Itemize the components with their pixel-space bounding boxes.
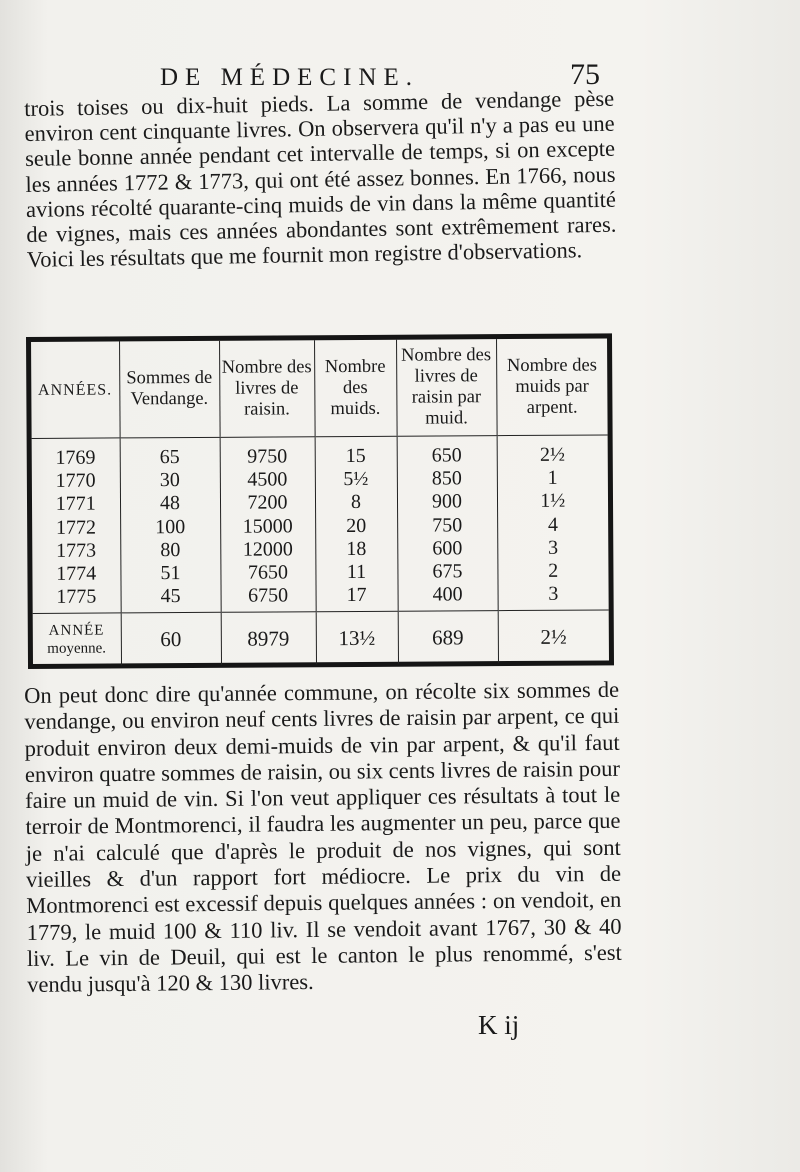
cell-muids-par-arpent: 3 [547, 536, 559, 559]
cell-muids-par-arpent: 2 [548, 559, 559, 582]
cell-muids: 15 [345, 444, 366, 468]
page-number: 75 [570, 58, 600, 91]
column-livres [220, 437, 316, 613]
cell-muids-par-arpent: 4 [547, 513, 558, 536]
average-sommes: 60 [121, 612, 221, 665]
column-sommes [120, 437, 221, 613]
cell-sommes: 65 [159, 446, 180, 469]
average-muids: 13½ [316, 611, 398, 664]
cell-muids-par-arpent: 1½ [540, 490, 566, 513]
cell-sommes: 100 [155, 515, 186, 538]
table-header-row [31, 338, 608, 438]
cell-livres: 9750 [247, 445, 288, 468]
cell-muids-par-arpent: 2½ [539, 443, 566, 466]
table-body-row [32, 435, 609, 614]
signature-mark: K ij [478, 1010, 520, 1040]
paragraph-conclusion: On peut donc dire qu'année commune, on récolte six sommes de vendange, ou environ neuf cents livres de raisin par arpent, ce qui produit environ deux demi-muids de vin par arpent, & qu'il faut environ quatre sommes de raisin, ou six cents livres de raisin pour faire un muid de vin. Si l'on veut appliquer ces résultats à tout le terroir de Montmorenci, il faudra les augmenter un peu, parce que je n'ai calculé que d'après le produit de nos vignes, qui sont vieilles & d'un rapport fort médiocre. Le prix du vin de Montmorenci est excessif depuis quelques années : on vendoit, en 1779, le muid 100 & 110 liv. Il se vendoit avant 1767, 30 & 40 liv. Le vin de Deuil, qui est le canton le plus renommé, s'est vendu jusqu'à 120 & 130 livres. [24, 676, 622, 998]
header-muids: Nombre des muids. [314, 340, 397, 437]
header-livres-par-muid: Nombre des livres de raisin par muid. [396, 339, 497, 436]
cell-livres-par-muid: 850 [431, 467, 462, 490]
header-muids-par-arpent: Nombre des muids par arpent. [496, 338, 608, 435]
cell-year: 1773 [55, 539, 97, 562]
cell-sommes: 48 [159, 492, 181, 515]
cell-sommes: 30 [159, 469, 180, 492]
cell-livres: 6750 [248, 584, 289, 607]
paragraph-intro: trois toises ou dix-huit pieds. La somme de vendange pèse environ cent cinquante livres. On observera qu'il n'y a pas eu une seule bonne année pendant cet intervalle de temps, si on excepte les années 1772 & 1773, qui ont été assez bonnes. En 1766, nous avions récolté quarante-cinq muids de vin dans la même quantité de vignes, mais ces années abondantes sont extrêmement rares. Voici les résultats que me fournit mon registre d'observations. [24, 85, 617, 273]
cell-year: 1771 [55, 492, 96, 516]
cell-muids-par-arpent: 3 [548, 582, 559, 606]
cell-muids: 18 [346, 537, 367, 560]
cell-livres-par-muid: 400 [432, 583, 463, 606]
cell-livres: 4500 [247, 468, 288, 491]
average-livres-par-muid: 689 [398, 611, 498, 664]
cell-sommes: 45 [160, 585, 181, 608]
average-label-title: ANNÉE [48, 622, 105, 639]
cell-livres: 7200 [247, 491, 288, 515]
cell-year: 1775 [56, 585, 97, 609]
column-years [32, 438, 121, 614]
cell-year: 1772 [55, 516, 96, 539]
cell-year: 1770 [55, 469, 96, 493]
cell-livres: 7650 [247, 561, 289, 584]
average-muids-par-arpent: 2½ [498, 610, 609, 663]
harvest-data-table [31, 338, 609, 666]
cell-year: 1774 [56, 562, 97, 585]
column-muids-par-arpent [497, 435, 609, 611]
header-livres: Nombre des livres de raisin. [219, 340, 315, 437]
cell-livres: 12000 [242, 538, 293, 561]
harvest-table [26, 333, 614, 669]
cell-muids-par-arpent: 1 [547, 466, 558, 490]
cell-muids: 20 [346, 514, 367, 537]
cell-sommes: 51 [160, 562, 181, 585]
average-livres: 8979 [221, 612, 316, 665]
running-head: DE MÉDECINE. [160, 64, 419, 91]
cell-muids: 17 [346, 584, 367, 607]
cell-livres: 15000 [242, 514, 293, 538]
cell-sommes: 80 [160, 538, 181, 561]
cell-livres-par-muid: 750 [432, 513, 463, 537]
cell-livres-par-muid: 650 [431, 444, 462, 467]
cell-livres-par-muid: 600 [432, 537, 463, 560]
column-livres-par-muid [397, 436, 498, 612]
header-annees: ANNÉES. [31, 341, 120, 438]
average-label [33, 613, 121, 666]
average-label-sub: moyenne. [47, 640, 107, 657]
cell-livres-par-muid: 675 [432, 560, 463, 583]
cell-muids: 11 [346, 560, 367, 584]
average-row [33, 610, 609, 666]
cell-muids: 5½ [343, 468, 369, 491]
column-muids [315, 436, 398, 611]
cell-livres-par-muid: 900 [431, 490, 463, 513]
cell-muids: 8 [350, 491, 362, 514]
header-sommes: Sommes de Vendange. [119, 341, 220, 438]
cell-year: 1769 [55, 446, 96, 469]
